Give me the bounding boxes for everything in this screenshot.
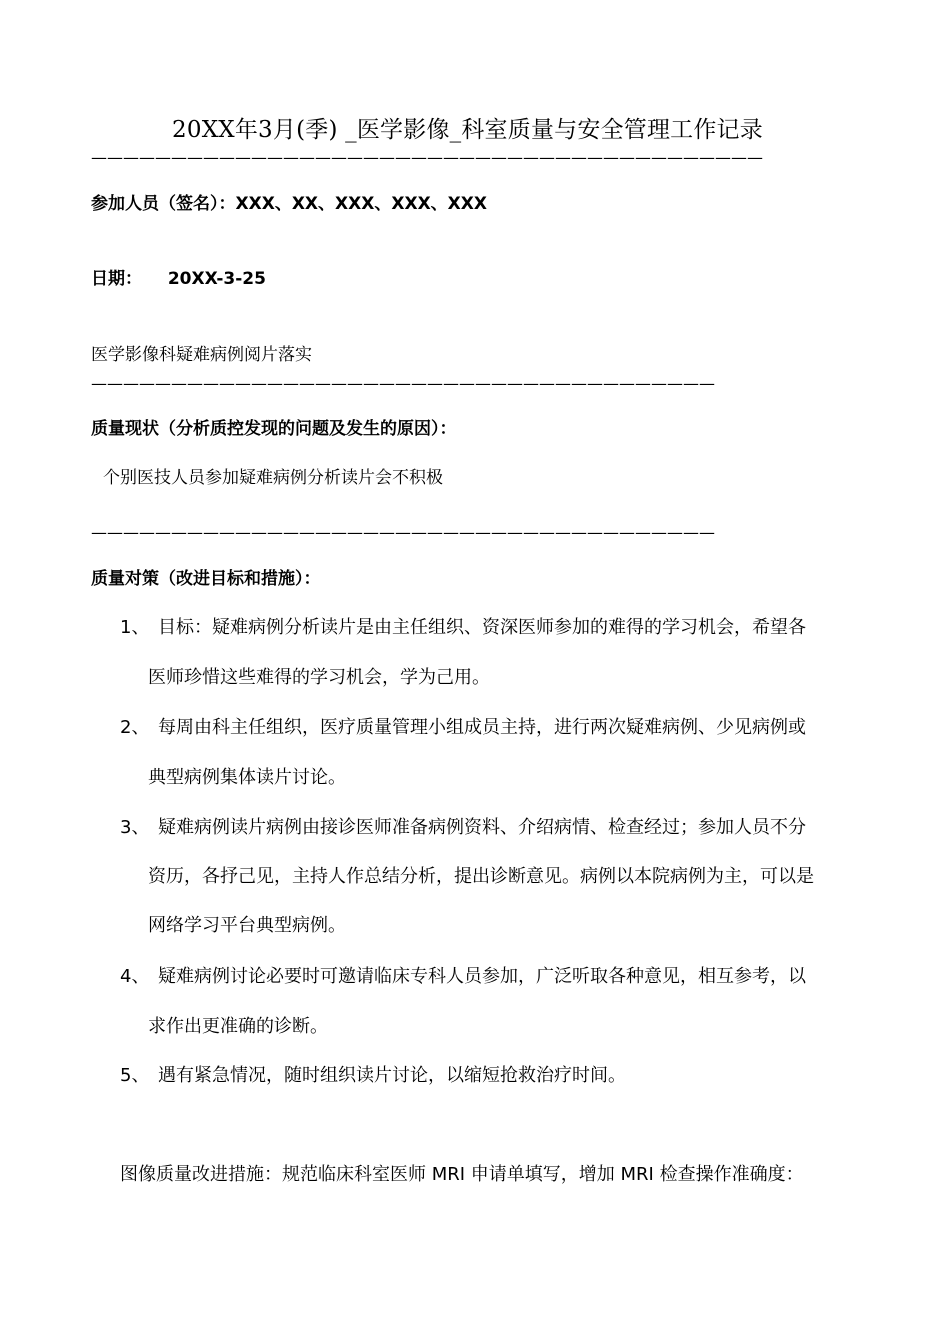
topic-text: 医学影像科疑难病例阅片落实 bbox=[91, 345, 312, 365]
measure-line: 目标：疑难病例分析读片是由主任组织、资深医师参加的难得的学习机会，希望各 bbox=[158, 617, 806, 638]
measure-line: 资历，各抒己见，主持人作总结分析，提出诊断意见。病例以本院病例为主，可以是 bbox=[148, 866, 814, 887]
participants-value: XXX、XX、XXX、XXX、XXX bbox=[235, 194, 487, 214]
status-text: 个别医技人员参加疑难病例分析读片会不积极 bbox=[103, 468, 443, 488]
title-divider: —————————————————————————————————————————— bbox=[91, 148, 763, 167]
measure-line: 医师珍惜这些难得的学习机会，学为己用。 bbox=[148, 667, 490, 688]
measure-number: 4、 bbox=[120, 966, 150, 987]
measure-line: 每周由科主任组织，医疗质量管理小组成员主持，进行两次疑难病例、少见病例或 bbox=[158, 717, 806, 738]
measure-line: 疑难病例讨论必要时可邀请临床专科人员参加，广泛听取各种意见，相互参考，以 bbox=[158, 966, 806, 987]
topic-divider: ——————————————————————————————————————— bbox=[91, 374, 715, 393]
measure-line: 求作出更准确的诊断。 bbox=[148, 1016, 328, 1037]
measure-line: 典型病例集体读片讨论。 bbox=[148, 767, 346, 788]
participants-label: 参加人员（签名）： bbox=[91, 194, 236, 214]
measure-number: 1、 bbox=[120, 617, 150, 638]
date-label: 日期： bbox=[91, 269, 142, 289]
image-quality-text: 图像质量改进措施：规范临床科室医师 MRI 申请单填写，增加 MRI 检查操作准确度： bbox=[120, 1164, 804, 1185]
measure-number: 2、 bbox=[120, 717, 150, 738]
measure-number: 5、 bbox=[120, 1065, 150, 1086]
status-heading: 质量现状（分析质控发现的问题及发生的原因）： bbox=[91, 419, 457, 439]
measure-line: 网络学习平台典型病例。 bbox=[148, 915, 346, 936]
status-divider: ——————————————————————————————————————— bbox=[91, 523, 715, 542]
date-value: 20XX-3-25 bbox=[167, 269, 266, 289]
document-title: 20XX年3月(季) _医学影像_科室质量与安全管理工作记录 bbox=[172, 117, 763, 143]
measure-number: 3、 bbox=[120, 817, 150, 838]
date-row bbox=[91, 264, 266, 289]
participants-row bbox=[91, 189, 487, 214]
measures-heading: 质量对策（改进目标和措施）： bbox=[91, 569, 321, 589]
measure-line: 疑难病例读片病例由接诊医师准备病例资料、介绍病情、检查经过；参加人员不分 bbox=[158, 817, 806, 838]
measure-line: 遇有紧急情况，随时组织读片讨论，以缩短抢救治疗时间。 bbox=[158, 1065, 626, 1086]
